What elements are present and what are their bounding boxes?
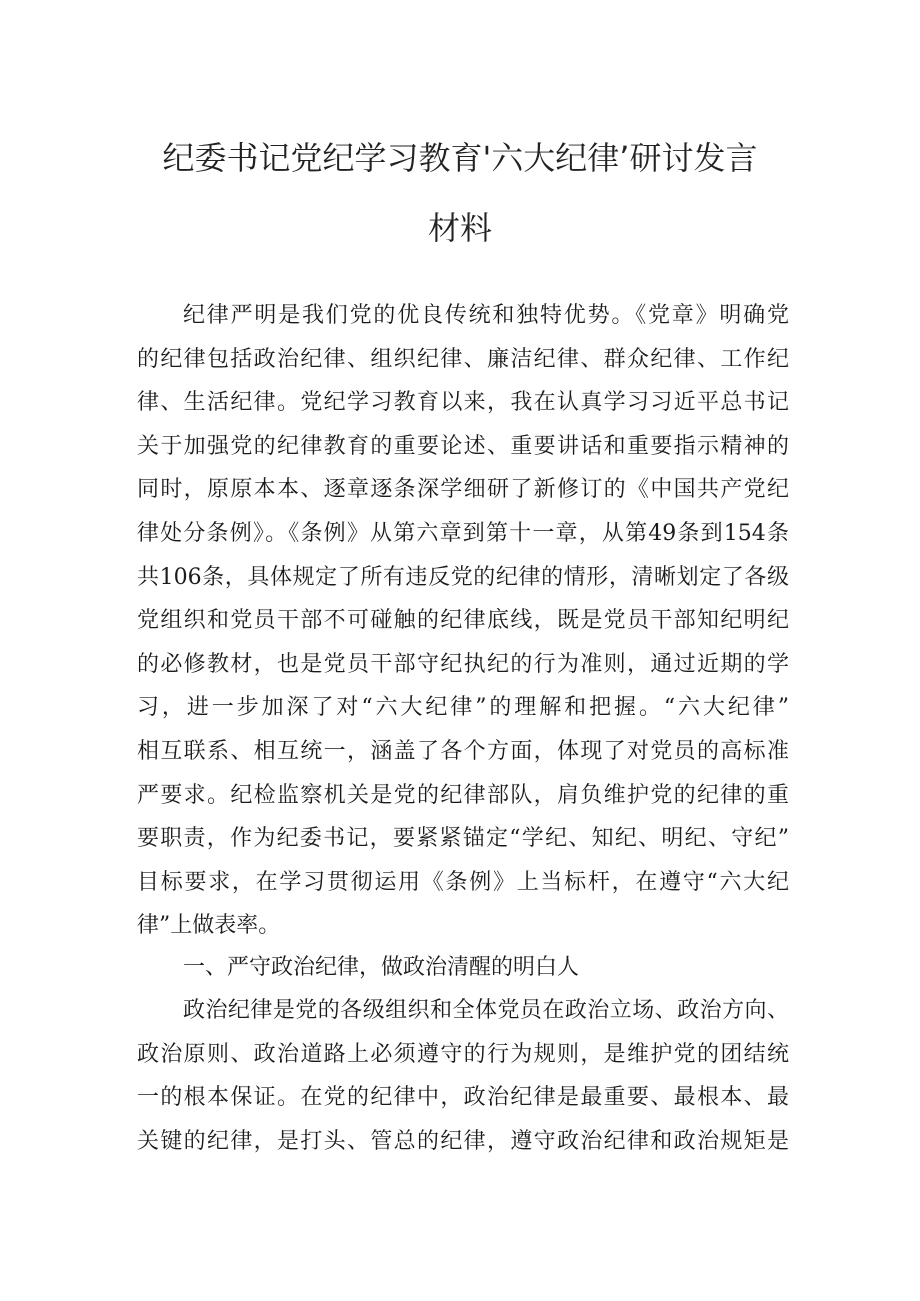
- paragraph-political-discipline: [137, 989, 789, 1163]
- paragraph-line: 律处分条例》。《条例》从第六章到第十一章，从第49条到154条: [137, 520, 789, 546]
- paragraph-line: 律、生活纪律。党纪学习教育以来，我在认真学习习近平总书记: [137, 390, 789, 416]
- paragraph-line: 要职责，作为纪委书记，要紧紧锚定“学纪、知纪、明纪、守纪”: [137, 826, 789, 852]
- paragraph-line: 习，进一步加深了对“六大纪律”的理解和把握。“六大纪律”: [137, 695, 789, 721]
- paragraph-line: 一的根本保证。在党的纪律中，政治纪律是最重要、最根本、最: [137, 1085, 789, 1111]
- paragraph-line: 相互联系、相互统一，涵盖了各个方面，体现了对党员的高标准: [137, 738, 789, 764]
- paragraph-line: 律”上做表率。: [137, 913, 281, 939]
- section-heading: 一、严守政治纪律，做政治清醒的明白人: [183, 955, 580, 980]
- paragraph-line: 目标要求，在学习贯彻运用《条例》上当标杆，在遵守“六大纪: [137, 869, 789, 895]
- paragraph-line: 的必修教材，也是党员干部守纪执纪的行为准则，通过近期的学: [137, 651, 789, 677]
- paragraph-line: 的纪律包括政治纪律、组织纪律、廉洁纪律、群众纪律、工作纪: [137, 346, 789, 372]
- document-title-line-2: 材料: [427, 209, 492, 247]
- paragraph-line: 同时，原原本本、逐章逐条深学细研了新修订的《中国共产党纪: [137, 477, 789, 503]
- paragraph-line: 政治纪律是党的各级组织和全体党员在政治立场、政治方向、: [183, 998, 789, 1023]
- paragraph-line: 关键的纪律，是打头、管总的纪律，遵守政治纪律和政治规矩是: [137, 1128, 789, 1154]
- paragraph-line: 关于加强党的纪律教育的重要论述、重要讲话和重要指示精神的: [137, 433, 789, 459]
- paragraph-line: 党组织和党员干部不可碰触的纪律底线，既是党员干部知纪明纪: [137, 608, 789, 634]
- paragraph-line: 纪律严明是我们党的优良传统和独特优势。《党章》明确党: [183, 303, 789, 328]
- paragraph-line: 共106条，具体规定了所有违反党的纪律的情形，清晰划定了各级: [137, 564, 789, 590]
- document-title-line-1: 纪委书记党纪学习教育'六大纪律’研讨发言: [162, 139, 758, 177]
- paragraph-line: 严要求。纪检监察机关是党的纪律部队，肩负维护党的纪律的重: [137, 782, 789, 808]
- paragraph-intro: [137, 294, 789, 948]
- paragraph-line: 政治原则、政治道路上必须遵守的行为规则，是维护党的团结统: [137, 1041, 789, 1067]
